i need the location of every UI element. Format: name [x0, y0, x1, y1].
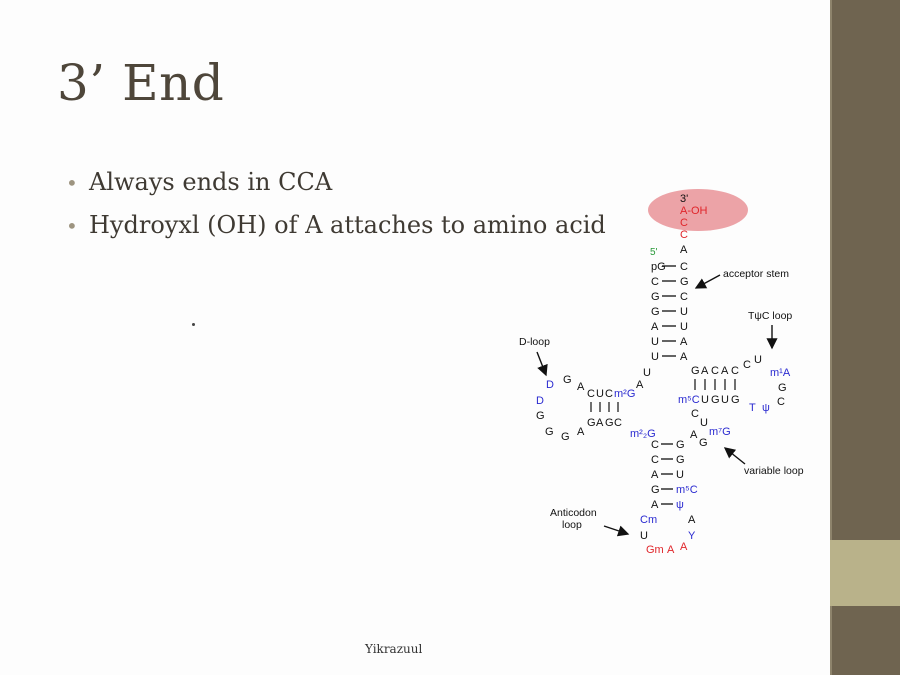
- anticodon-stem-left: C: [651, 454, 659, 466]
- variable-loop-label: variable loop: [744, 465, 804, 477]
- d-loop-base: D: [536, 395, 544, 407]
- slide-sidebar: [830, 0, 900, 675]
- stray-dot: [192, 323, 195, 326]
- d-stem-bottom-base: C: [614, 417, 622, 429]
- anticodon-stem-left: C: [651, 439, 659, 451]
- anticodon-loop-label: Anticodon: [550, 507, 597, 519]
- acceptor-left-base: C: [651, 276, 659, 288]
- anticodon-stem-right: G: [676, 454, 685, 466]
- d-loop-base: D: [546, 379, 554, 391]
- d-stem-bottom-base: G: [587, 417, 596, 429]
- variable-base: U: [700, 417, 708, 429]
- t-stem-bottom-base: U: [721, 394, 729, 406]
- slide-footer: Yikrazuul: [365, 642, 423, 656]
- d-loop-base: G: [545, 426, 554, 438]
- t-stem-top-base: A: [701, 365, 709, 377]
- a-oh-label: A-OH: [680, 205, 708, 217]
- bullet-text: Always ends in CCA: [89, 168, 333, 196]
- t-loop-base: C: [777, 396, 785, 408]
- bullet-text: Hydroyxl (OH) of A attaches to amino acid: [89, 211, 606, 239]
- slide-title: 3’ End: [57, 54, 225, 112]
- variable-base: m⁷G: [709, 426, 731, 438]
- d-stem-m2g: m²G: [614, 388, 636, 400]
- t-stem-top-base: C: [711, 365, 719, 377]
- anticodon-loop-left: Cm: [640, 514, 658, 526]
- anticodon-base: A: [680, 541, 688, 553]
- t-loop-base: T: [749, 402, 756, 414]
- t-stem-top-base: G: [691, 365, 700, 377]
- t-stem-top-base: C: [731, 365, 739, 377]
- acceptor-left-base: U: [651, 351, 659, 363]
- acceptor-right-base: A: [680, 336, 688, 348]
- anticodon-stem-left: A: [651, 469, 659, 481]
- acceptor-right-base: C: [680, 261, 688, 273]
- cca-c1: C: [680, 217, 688, 229]
- t-loop-base: U: [754, 354, 762, 366]
- anticodon-arrow-icon: [604, 526, 628, 534]
- d-loop-label: D-loop: [519, 336, 550, 348]
- anticodon-loop-label: loop: [562, 519, 582, 531]
- acceptor-right-base: C: [680, 291, 688, 303]
- bullet-dot-icon: •: [66, 214, 78, 238]
- tpsic-loop-label: TψC loop: [748, 310, 793, 322]
- anticodon-bond-lines: [661, 444, 673, 504]
- d-arm: [536, 374, 635, 443]
- acceptor-stem-label: acceptor stem: [723, 268, 789, 280]
- anticodon-loop-right: Y: [688, 530, 696, 542]
- connector-u: U: [643, 367, 651, 379]
- d-stem-bond-lines: [591, 402, 618, 412]
- d-stem-top-base: C: [587, 388, 595, 400]
- acceptor-left-base: U: [651, 336, 659, 348]
- d-stem-top-base: C: [605, 388, 613, 400]
- bullet-dot-icon: •: [66, 171, 78, 195]
- anticodon-loop-right: A: [688, 514, 696, 526]
- acceptor-arrow-icon: [696, 275, 720, 288]
- t-stem-top-base: A: [721, 365, 729, 377]
- anticodon-m22g: m²₂G: [630, 428, 656, 440]
- acceptor-left-base: A: [651, 321, 659, 333]
- acceptor-bond-lines: [662, 266, 676, 356]
- acceptor-right-base: U: [680, 306, 688, 318]
- acceptor-left-base: G: [651, 291, 660, 303]
- acceptor-stem: [651, 261, 689, 363]
- d-loop-base: A: [577, 381, 585, 393]
- acceptor-right-base: G: [680, 276, 689, 288]
- anticodon-stem-right: G: [676, 439, 685, 451]
- d-stem-bottom-base: A: [596, 417, 604, 429]
- d-loop-base: G: [561, 431, 570, 443]
- d-loop-base: G: [536, 410, 545, 422]
- anticodon-stem-right: U: [676, 469, 684, 481]
- d-stem-bottom-base: G: [605, 417, 614, 429]
- anticodon-stem-left: A: [651, 499, 659, 511]
- five-prime-label: 5': [650, 247, 658, 258]
- discriminator-base: A: [680, 244, 688, 256]
- anticodon-arm: [630, 428, 698, 556]
- acceptor-right-base: U: [680, 321, 688, 333]
- anticodon-stem-left: G: [651, 484, 660, 496]
- t-stem-bottom-base: G: [711, 394, 720, 406]
- acceptor-left-base: pG: [651, 261, 666, 273]
- t-loop-base: G: [778, 382, 787, 394]
- sidebar-panel: [830, 0, 900, 675]
- variable-base: G: [699, 437, 708, 449]
- acceptor-right-base: A: [680, 351, 688, 363]
- t-stem-bottom-base: U: [701, 394, 709, 406]
- tpsic-arm: [678, 354, 791, 414]
- anticodon-stem-right: m⁵C: [676, 484, 698, 496]
- d-loop-base: A: [577, 426, 585, 438]
- d-loop-arrow-icon: [537, 352, 546, 375]
- connector-a: A: [636, 379, 644, 391]
- variable-base: A: [690, 429, 698, 441]
- t-stem-bond-lines: [695, 379, 735, 390]
- cca-c2: C: [680, 229, 688, 241]
- variable-loop-arrow-icon: [725, 448, 745, 464]
- acceptor-left-base: G: [651, 306, 660, 318]
- t-loop-base: m¹A: [770, 367, 791, 379]
- anticodon-base: Gm: [646, 544, 664, 556]
- anticodon-stem-right: ψ: [676, 499, 684, 511]
- variable-base: C: [691, 408, 699, 420]
- t-loop-base: C: [743, 359, 751, 371]
- variable-loop: [690, 408, 731, 449]
- anticodon-loop-left: U: [640, 530, 648, 542]
- t-stem-bottom-base: G: [731, 394, 740, 406]
- trna-cloverleaf-diagram: [500, 180, 820, 570]
- anticodon-base: A: [667, 544, 675, 556]
- sidebar-accent-block: [830, 540, 900, 606]
- three-prime-label: 3': [680, 193, 689, 205]
- d-loop-base: G: [563, 374, 572, 386]
- t-loop-base: ψ: [762, 402, 770, 414]
- t-stem-m5c: m⁵C: [678, 394, 700, 406]
- d-stem-top-base: U: [596, 388, 604, 400]
